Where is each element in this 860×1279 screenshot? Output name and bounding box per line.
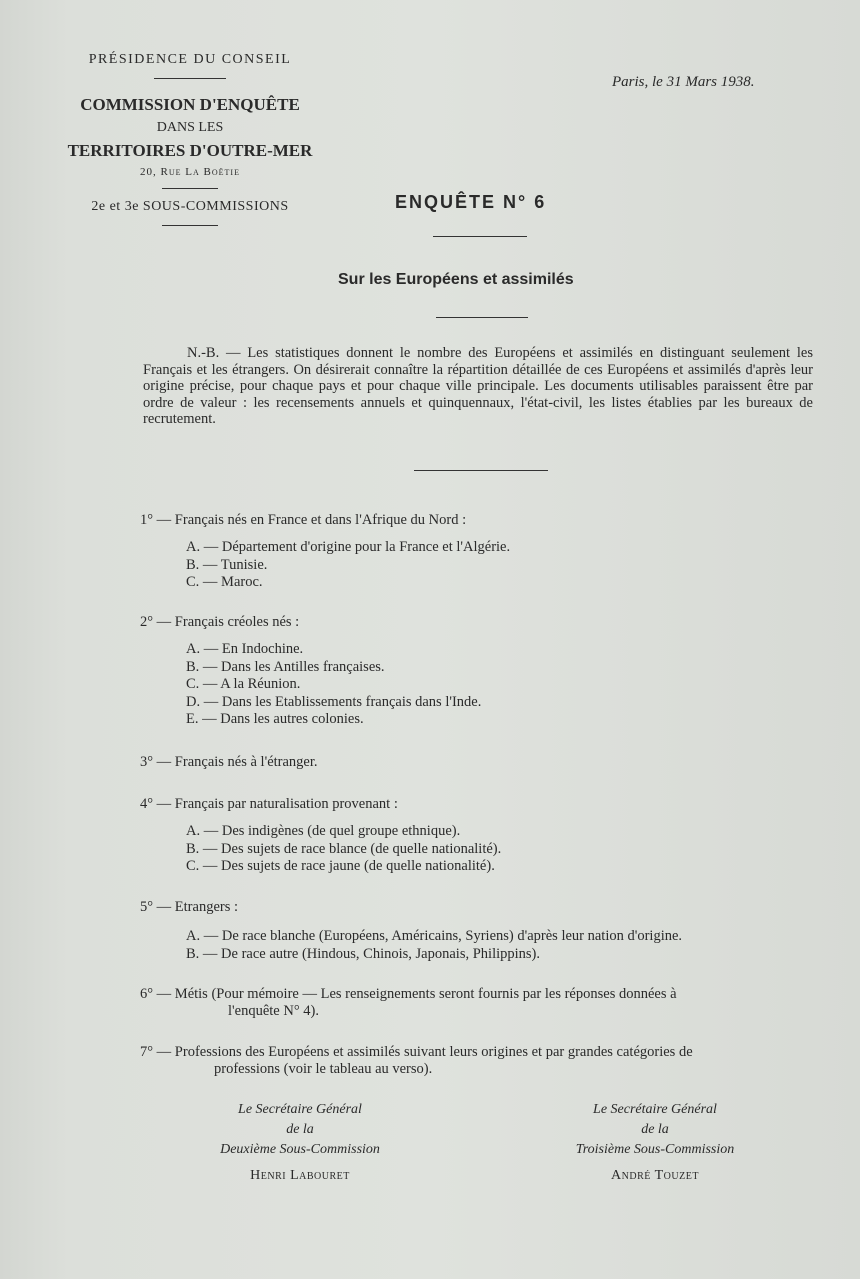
section-4-heading: 4° — Français par naturalisation provenant : xyxy=(140,796,398,812)
presidence-label: PRÉSIDENCE DU CONSEIL xyxy=(88,52,292,67)
section-2-heading: 2° — Français créoles nés : xyxy=(140,614,300,630)
divider xyxy=(414,470,548,471)
signatory-name: Henri Labouret xyxy=(250,1168,350,1183)
nb-paragraph: N.-B. — Les statistiques donnent le nombre des Européens et assimilés en distinguant seulement les Français et les étrangers. On désirerait connaître la répartition détaillée de ces Européens et assimilés d'après leur origine précise, pour chaque pays et pour chaque ville principale. Les documents utilisables paraissent être par ordre de valeur : les recensements annuels et quinquennaux, l'état-civil, les listes établies par les bureaux de recrutement. xyxy=(143,345,813,427)
signature-title: Le Secrétaire Général xyxy=(238,1102,362,1117)
divider xyxy=(154,78,226,79)
letterhead xyxy=(40,50,340,226)
address: 20, Rue La Boëtie xyxy=(140,166,240,178)
list-item: B. — Des sujets de race blance (de quelle nationalité). xyxy=(186,840,502,857)
section-1-heading: 1° — Français nés en France et dans l'Afrique du Nord : xyxy=(140,512,467,528)
list-item: A. — En Indochine. xyxy=(186,641,304,657)
signatory-name: André Touzet xyxy=(611,1168,699,1183)
section-1-items xyxy=(186,539,510,592)
divider xyxy=(162,225,218,226)
divider xyxy=(162,188,218,189)
commission-line2: DANS LES xyxy=(156,120,224,135)
signature-block-left xyxy=(190,1100,410,1186)
section-5-items xyxy=(186,928,682,963)
section-6-heading: 6° — Métis (Pour mémoire — Les renseignements seront fournis par les réponses données à xyxy=(140,986,677,1002)
list-item: C. — Maroc. xyxy=(186,574,263,590)
date-line: Paris, le 31 Mars 1938. xyxy=(612,74,755,90)
signature-title: Le Secrétaire Général xyxy=(593,1102,717,1117)
divider xyxy=(436,317,528,318)
section-5-heading: 5° — Etrangers : xyxy=(140,899,239,915)
document-subject: Sur les Européens et assimilés xyxy=(338,271,574,288)
divider xyxy=(433,236,527,237)
list-item: B. — De race autre (Hindous, Chinois, Japonais, Philippins). xyxy=(186,945,540,962)
commission-line3: TERRITOIRES D'OUTRE-MER xyxy=(67,141,313,160)
list-item: A. — De race blanche (Européens, Américains, Syriens) d'après leur nation d'origine. xyxy=(186,928,683,944)
sous-commissions: 2e et 3e SOUS-COMMISSIONS xyxy=(91,199,289,214)
list-item: D. — Dans les Etablissements français dans l'Inde. xyxy=(186,693,482,710)
commission-line1: COMMISSION D'ENQUÊTE xyxy=(80,95,300,114)
section-7-heading: 7° — Professions des Européens et assimilés suivant leurs origines et par grandes catégories de xyxy=(140,1044,693,1060)
signature-title: de la xyxy=(641,1122,669,1137)
list-item: B. — Tunisie. xyxy=(186,556,268,573)
list-item: A. — Département d'origine pour la France et l'Algérie. xyxy=(186,539,511,555)
section-4-items xyxy=(186,823,501,876)
list-item: B. — Dans les Antilles françaises. xyxy=(186,658,385,675)
section-7-continuation: professions (voir le tableau au verso). xyxy=(214,1061,433,1077)
list-item: E. — Dans les autres colonies. xyxy=(186,711,364,727)
document-title: ENQUÊTE N° 6 xyxy=(395,192,547,212)
signature-title: Troisième Sous-Commission xyxy=(575,1142,735,1157)
signature-title: de la xyxy=(286,1122,314,1137)
section-2-items xyxy=(186,641,481,729)
list-item: C. — A la Réunion. xyxy=(186,676,301,692)
list-item: A. — Des indigènes (de quel groupe ethnique). xyxy=(186,823,461,839)
section-6-continuation: l'enquête N° 4). xyxy=(228,1003,319,1019)
signature-block-right xyxy=(545,1100,765,1186)
section-3-heading: 3° — Français nés à l'étranger. xyxy=(140,754,318,770)
list-item: C. — Des sujets de race jaune (de quelle nationalité). xyxy=(186,858,495,874)
signature-title: Deuxième Sous-Commission xyxy=(220,1142,380,1157)
